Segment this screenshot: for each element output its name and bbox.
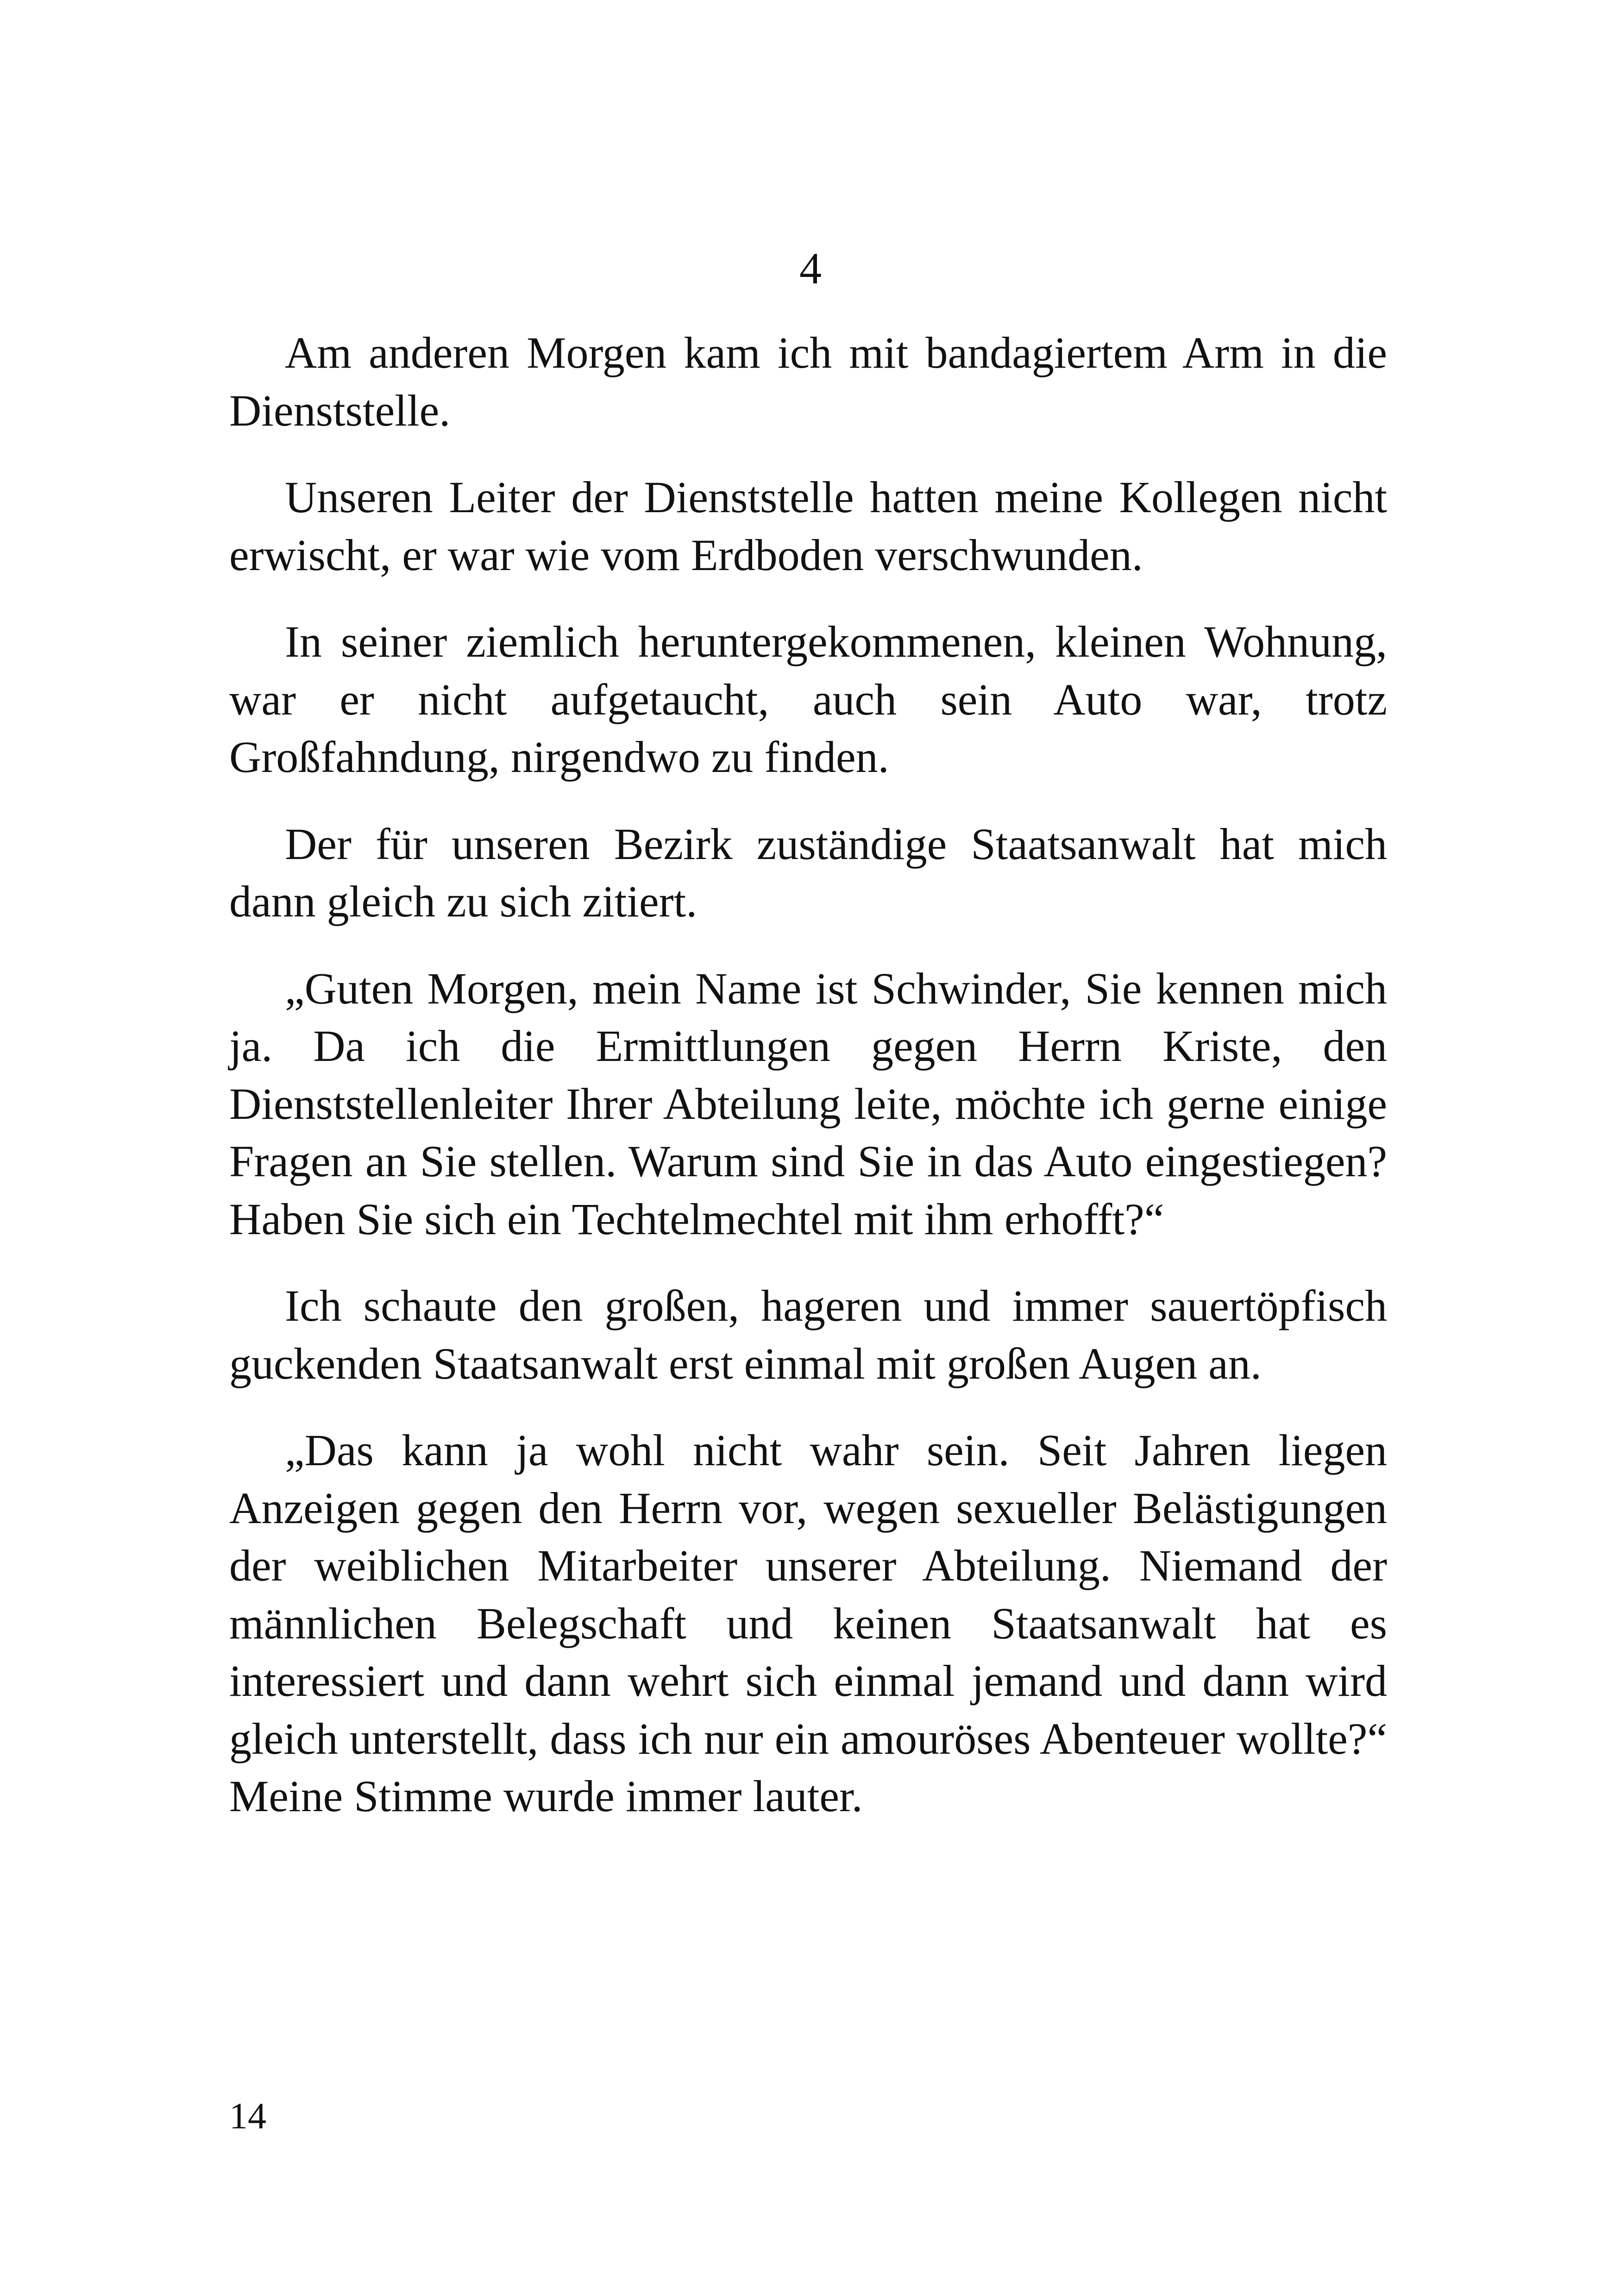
paragraph: „Das kann ja wohl nicht wahr sein. Seit Jahren liegen Anzeigen gegen den Herrn vor, wegen sexueller Belästigungen der weiblichen Mitarbeiter unserer Abteilung. Niemand der männlichen Belegschaft und keinen Staatsanwalt hat es interessiert und dann wehrt sich einmal jemand und dann wird gleich unterstellt, dass ich nur ein amouröses Abenteuer wollte?“ Meine Stimme wurde immer lauter. <box>229 1425 1387 1821</box>
paragraph: In seiner ziemlich heruntergekommenen, kleinen Wohnung, war er nicht aufgetaucht, auch sein Auto war, trotz Großfahndung, nirgendwo zu finden. <box>229 617 1387 782</box>
paragraph: Am anderen Morgen kam ich mit bandagiertem Arm in die Dienststelle. <box>229 328 1387 435</box>
paragraph: Ich schaute den großen, hageren und immer sauertöpfisch guckenden Staatsanwalt erst einmal mit großen Augen an. <box>229 1281 1387 1388</box>
paragraph: „Guten Morgen, mein Name ist Schwinder, Sie kennen mich ja. Da ich die Ermittlungen gegen Herrn Kriste, den Dienststellenleiter Ihrer Abteilung leite, möchte ich gerne einige Fragen an Sie stellen. Warum sind Sie in das Auto eingestiegen? Haben Sie sich ein Techtelmechtel mit ihm erhofft?“ <box>229 963 1387 1244</box>
page-number: 14 <box>229 2096 266 2137</box>
body-text <box>229 324 1387 1855</box>
paragraph: Der für unseren Bezirk zuständige Staatsanwalt hat mich dann gleich zu sich zitiert. <box>229 819 1387 926</box>
chapter-number: 4 <box>799 244 822 293</box>
paragraph: Unseren Leiter der Dienststelle hatten meine Kollegen nicht erwischt, er war wie vom Erdboden verschwunden. <box>229 472 1387 580</box>
